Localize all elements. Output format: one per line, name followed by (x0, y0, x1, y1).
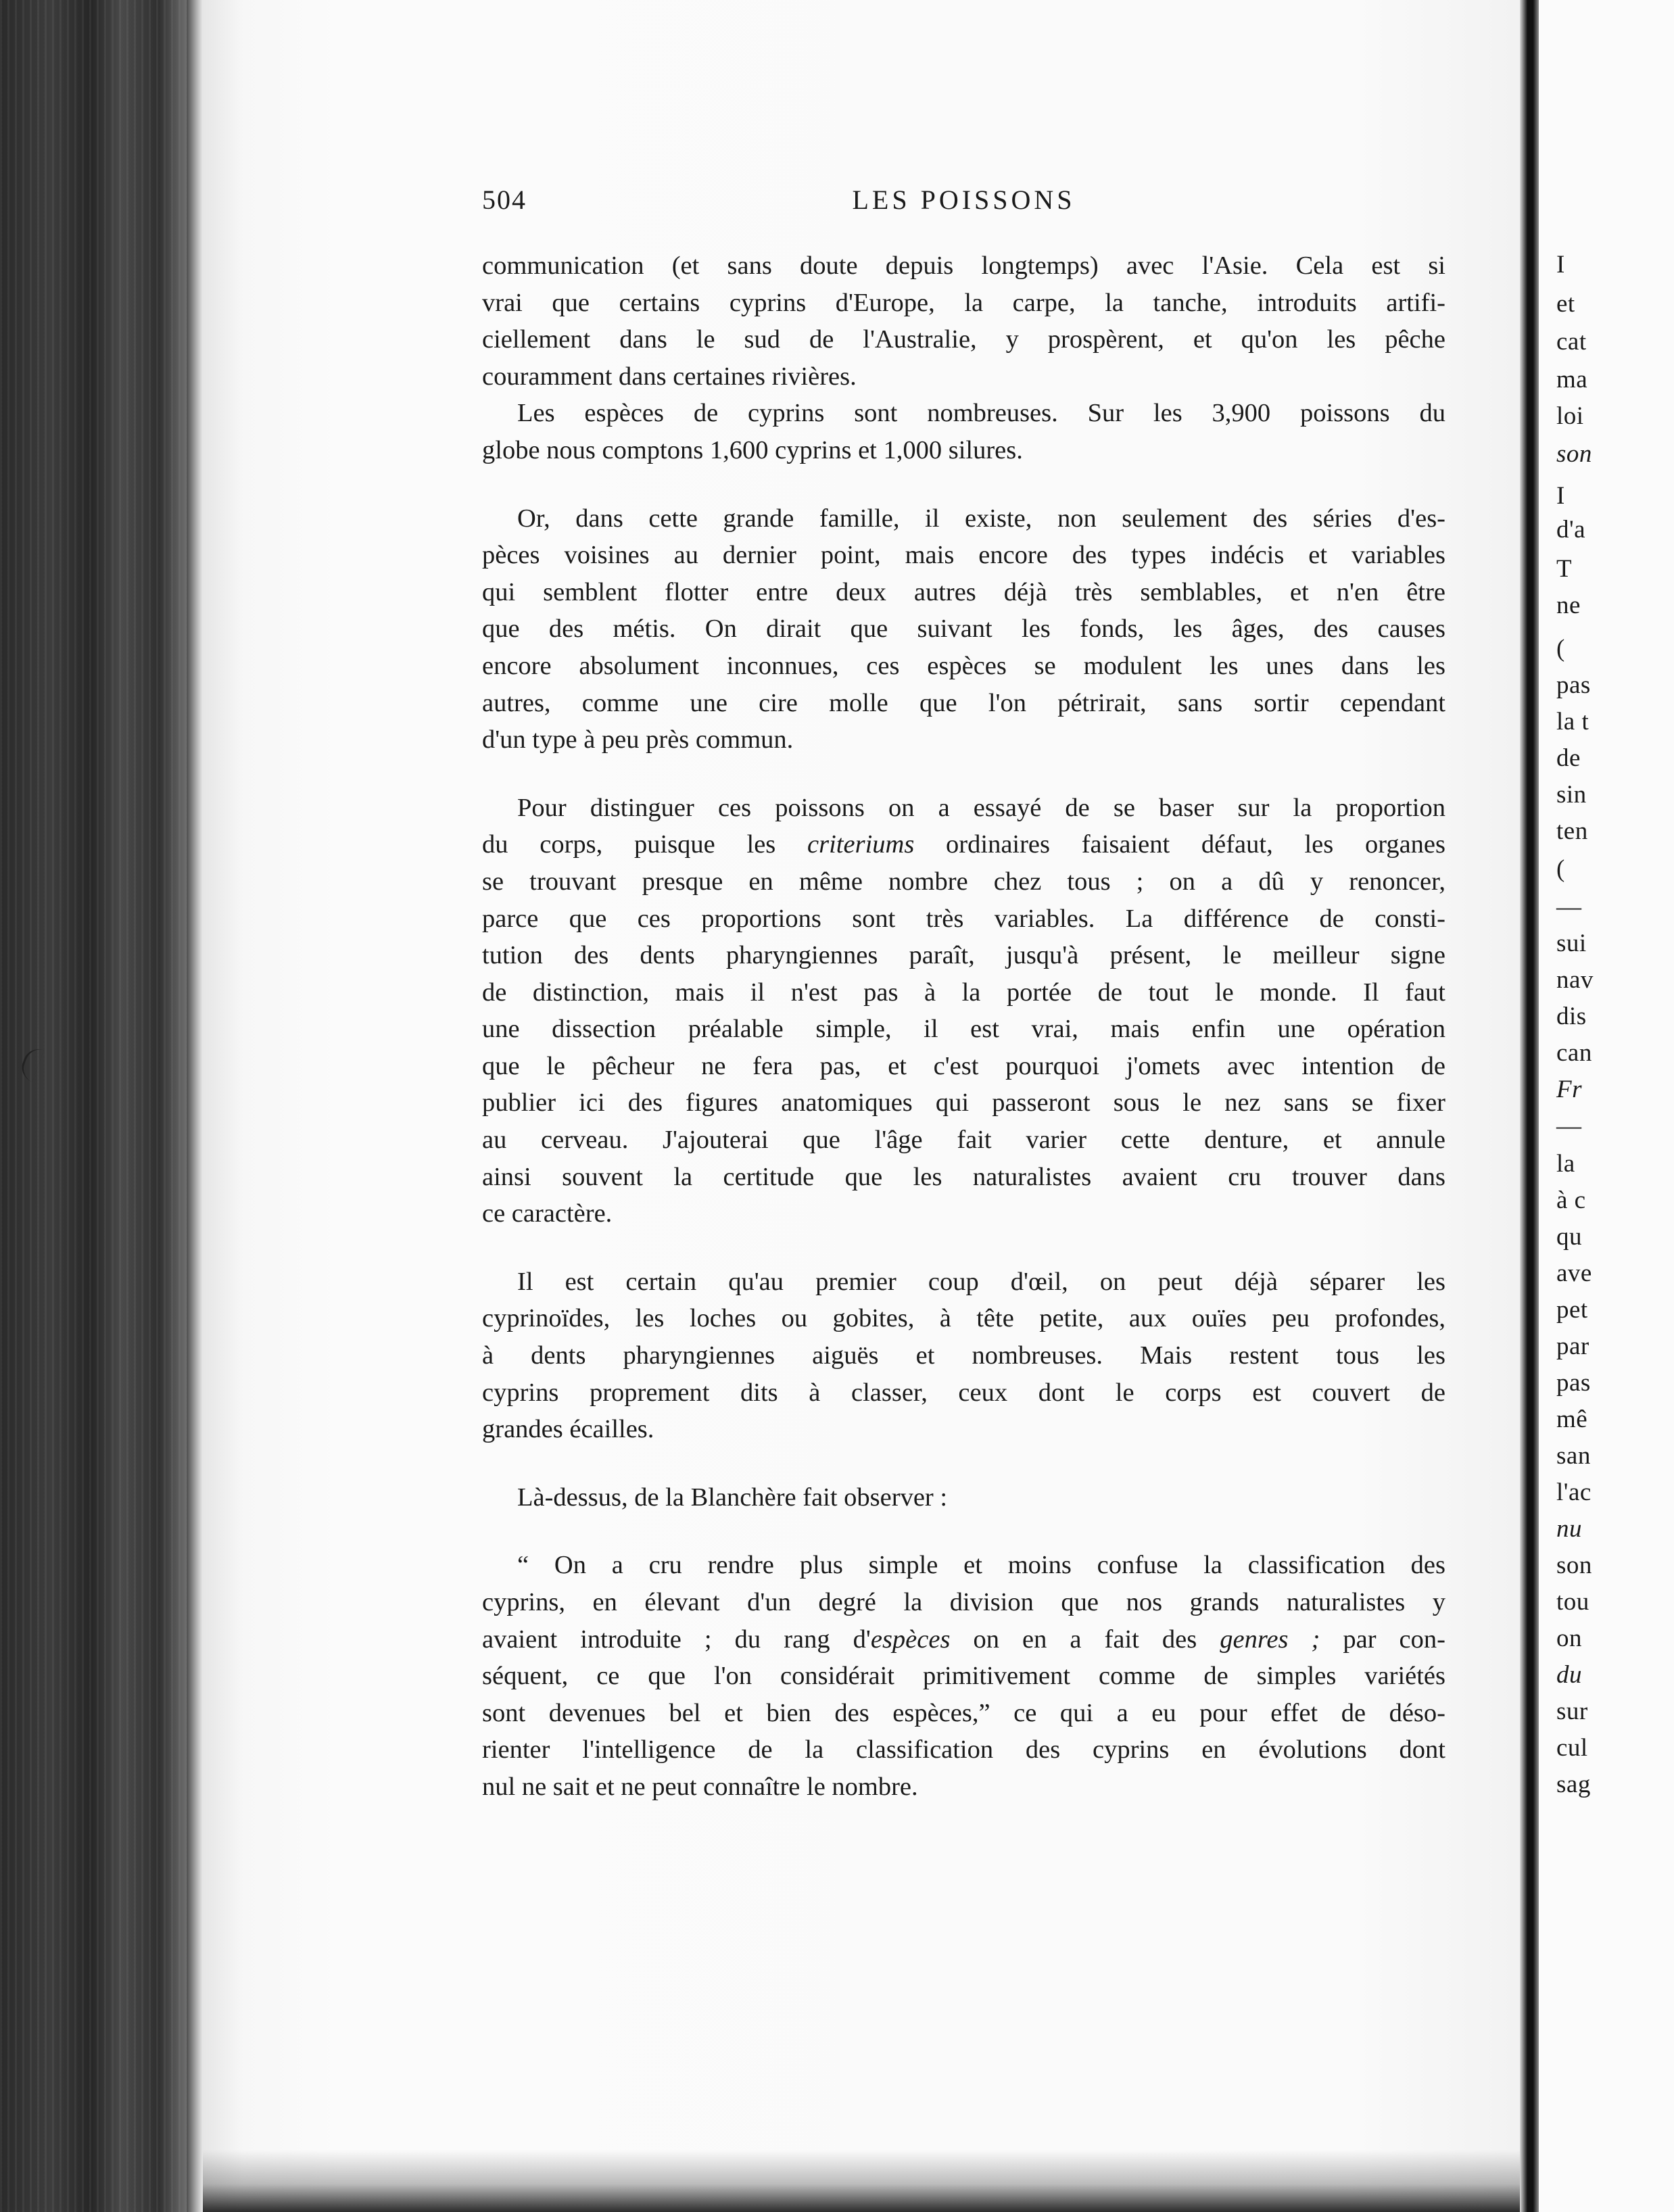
text-line: Les espèces de cyprins sont nombreuses. Sur les 3,900 poissons du (517, 399, 1445, 428)
next-page-line: on (1556, 1625, 1582, 1652)
book-spine (0, 0, 203, 2212)
running-head (482, 184, 1445, 224)
next-page-line: et (1556, 290, 1575, 318)
paragraph (482, 500, 1445, 759)
next-page-line: du (1556, 1661, 1582, 1689)
paragraph (482, 790, 1445, 1232)
next-page-line: nav (1556, 966, 1594, 994)
text-line (482, 1621, 1445, 1658)
next-page-line: ne (1556, 592, 1581, 619)
text-run: avaient introduite ; du rang d' (482, 1625, 871, 1654)
text-run: on en a fait des (950, 1625, 1220, 1654)
next-page-line: I (1556, 482, 1565, 510)
italic-term: genres ; (1220, 1625, 1320, 1654)
next-page-line: sui (1556, 930, 1587, 957)
next-page-line: sag (1556, 1771, 1591, 1798)
next-page-line: T (1556, 555, 1573, 583)
gutter-shadow (1520, 0, 1539, 2212)
next-page-line: ( (1556, 635, 1565, 663)
paragraph (482, 395, 1445, 468)
text-line: ainsi souvent la certitude que les naturalistes avaient cru trouver dans (482, 1162, 1445, 1191)
text-line: couramment dans certaines rivières. (482, 362, 857, 391)
text-line: autres, comme une cire molle que l'on pétrirait, sans sortir cependant (482, 688, 1445, 717)
next-page-line: mê (1556, 1405, 1588, 1433)
text-line: rienter l'intelligence de la classification des cyprins en évolutions dont (482, 1735, 1445, 1764)
body-text (482, 247, 1445, 1806)
next-page-line: cat (1556, 328, 1587, 356)
text-run: du corps, puisque les (482, 830, 808, 859)
text-line: se trouvant presque en même nombre chez tous ; on a dû y renoncer, (482, 867, 1445, 896)
paragraph (482, 1479, 1445, 1516)
next-page-line: d'a (1556, 516, 1586, 544)
next-page-line: par (1556, 1332, 1589, 1360)
next-page-line: pas (1556, 1369, 1591, 1397)
paragraph (482, 1264, 1445, 1448)
next-page-line: — (1556, 893, 1582, 921)
next-page-line: dis (1556, 1003, 1587, 1030)
text-line: encore absolument inconnues, ces espèces se modulent les unes dans les (482, 651, 1445, 680)
next-page-line: I (1556, 251, 1565, 279)
next-page-line: loi (1556, 402, 1584, 430)
next-page-line: sur (1556, 1698, 1588, 1725)
spine-edge (187, 0, 203, 2212)
page-number: 504 (482, 185, 527, 215)
next-page-line: ma (1556, 366, 1588, 393)
next-page-line: la t (1556, 708, 1589, 736)
text-line: “ On a cru rendre plus simple et moins confuse la classification des (517, 1551, 1445, 1580)
text-run: ordinaires faisaient défaut, les organes (914, 830, 1445, 859)
text-run: par con- (1320, 1625, 1445, 1654)
next-page-fragment (1539, 0, 1674, 2212)
next-page-line: ave (1556, 1259, 1592, 1287)
text-line (482, 826, 1445, 863)
text-line: vrai que certains cyprins d'Europe, la carpe, la tanche, introduits artifi- (482, 288, 1445, 317)
text-line: séquent, ce que l'on considérait primitivement comme de simples variétés (482, 1662, 1445, 1691)
text-line: Là-dessus, de la Blanchère fait observer : (517, 1483, 948, 1512)
text-line: globe nous comptons 1,600 cyprins et 1,000 silures. (482, 435, 1023, 464)
text-line: pèces voisines au dernier point, mais encore des types indécis et variables (482, 541, 1445, 570)
text-line: Or, dans cette grande famille, il existe, non seulement des séries d'es- (517, 504, 1445, 533)
text-line: parce que ces proportions sont très variables. La différence de consti- (482, 904, 1445, 933)
text-line: Pour distinguer ces poissons on a essayé de se baser sur la proportion (517, 793, 1445, 822)
text-line: ciellement dans le sud de l'Australie, y prospèrent, et qu'on les pêche (482, 325, 1445, 354)
next-page-line: ten (1556, 817, 1588, 845)
next-page-line: son (1556, 440, 1592, 468)
text-line: au cerveau. J'ajouterai que l'âge fait varier cette denture, et annule (482, 1126, 1445, 1155)
text-line: qui semblent flotter entre deux autres déjà très semblables, et n'en être (482, 577, 1445, 606)
next-page-line: pet (1556, 1296, 1588, 1324)
text-line: cyprinoïdes, les loches ou gobites, à tête petite, aux ouïes peu profondes, (482, 1304, 1445, 1333)
next-page-line: san (1556, 1442, 1591, 1470)
next-page-line: cul (1556, 1734, 1588, 1762)
text-line: sont devenues bel et bien des espèces,” ce qui a eu pour effet de déso- (482, 1698, 1445, 1727)
next-page-line: can (1556, 1039, 1592, 1067)
text-line: à dents pharyngiennes aiguës et nombreuses. Mais restent tous les (482, 1341, 1445, 1370)
text-line: publier ici des figures anatomiques qui passeront sous le nez sans se fixer (482, 1088, 1445, 1117)
next-page-line: de (1556, 744, 1581, 772)
text-line: cyprins, en élevant d'un degré la division que nos grands naturalistes y (482, 1588, 1445, 1616)
text-line: communication (et sans doute depuis longtemps) avec l'Asie. Cela est si (482, 251, 1445, 280)
paragraph (482, 247, 1445, 395)
text-line: Il est certain qu'au premier coup d'œil, on peut déjà séparer les (517, 1267, 1445, 1296)
text-line: grandes écailles. (482, 1415, 654, 1444)
next-page-line: sin (1556, 781, 1587, 809)
text-line: d'un type à peu près commun. (482, 725, 794, 754)
text-line: tution des dents pharyngiennes paraît, jusqu'à présent, le meilleur signe (482, 941, 1445, 970)
next-page-line: tou (1556, 1588, 1589, 1616)
text-line: que des métis. On dirait que suivant les fonds, les âges, des causes (482, 615, 1445, 644)
next-page-line: à c (1556, 1186, 1586, 1214)
text-line: que le pêcheur ne fera pas, et c'est pourquoi j'omets avec intention de (482, 1051, 1445, 1080)
next-page-line: la (1556, 1150, 1575, 1178)
page-bottom-shadow (203, 2150, 1520, 2212)
italic-term: espèces (870, 1625, 951, 1654)
paragraph (482, 1547, 1445, 1805)
text-line: une dissection préalable simple, il est vrai, mais enfin une opération (482, 1015, 1445, 1044)
next-page-line: nu (1556, 1515, 1582, 1543)
italic-term: criteriums (807, 830, 915, 859)
next-page-line: ( (1556, 855, 1565, 883)
next-page-line: son (1556, 1552, 1592, 1579)
text-line: nul ne sait et ne peut connaître le nombre. (482, 1772, 918, 1801)
page-title: LES POISSONS (852, 185, 1076, 215)
next-page-line: — (1556, 1112, 1582, 1140)
next-page-line: qu (1556, 1223, 1582, 1251)
text-line: de distinction, mais il n'est pas à la portée de tout le monde. Il faut (482, 978, 1445, 1007)
next-page-line: l'ac (1556, 1478, 1592, 1506)
next-page-line: Fr (1556, 1076, 1582, 1103)
text-line: ce caractère. (482, 1199, 613, 1228)
next-page-line: pas (1556, 671, 1591, 699)
text-line: cyprins proprement dits à classer, ceux dont le corps est couvert de (482, 1378, 1445, 1407)
